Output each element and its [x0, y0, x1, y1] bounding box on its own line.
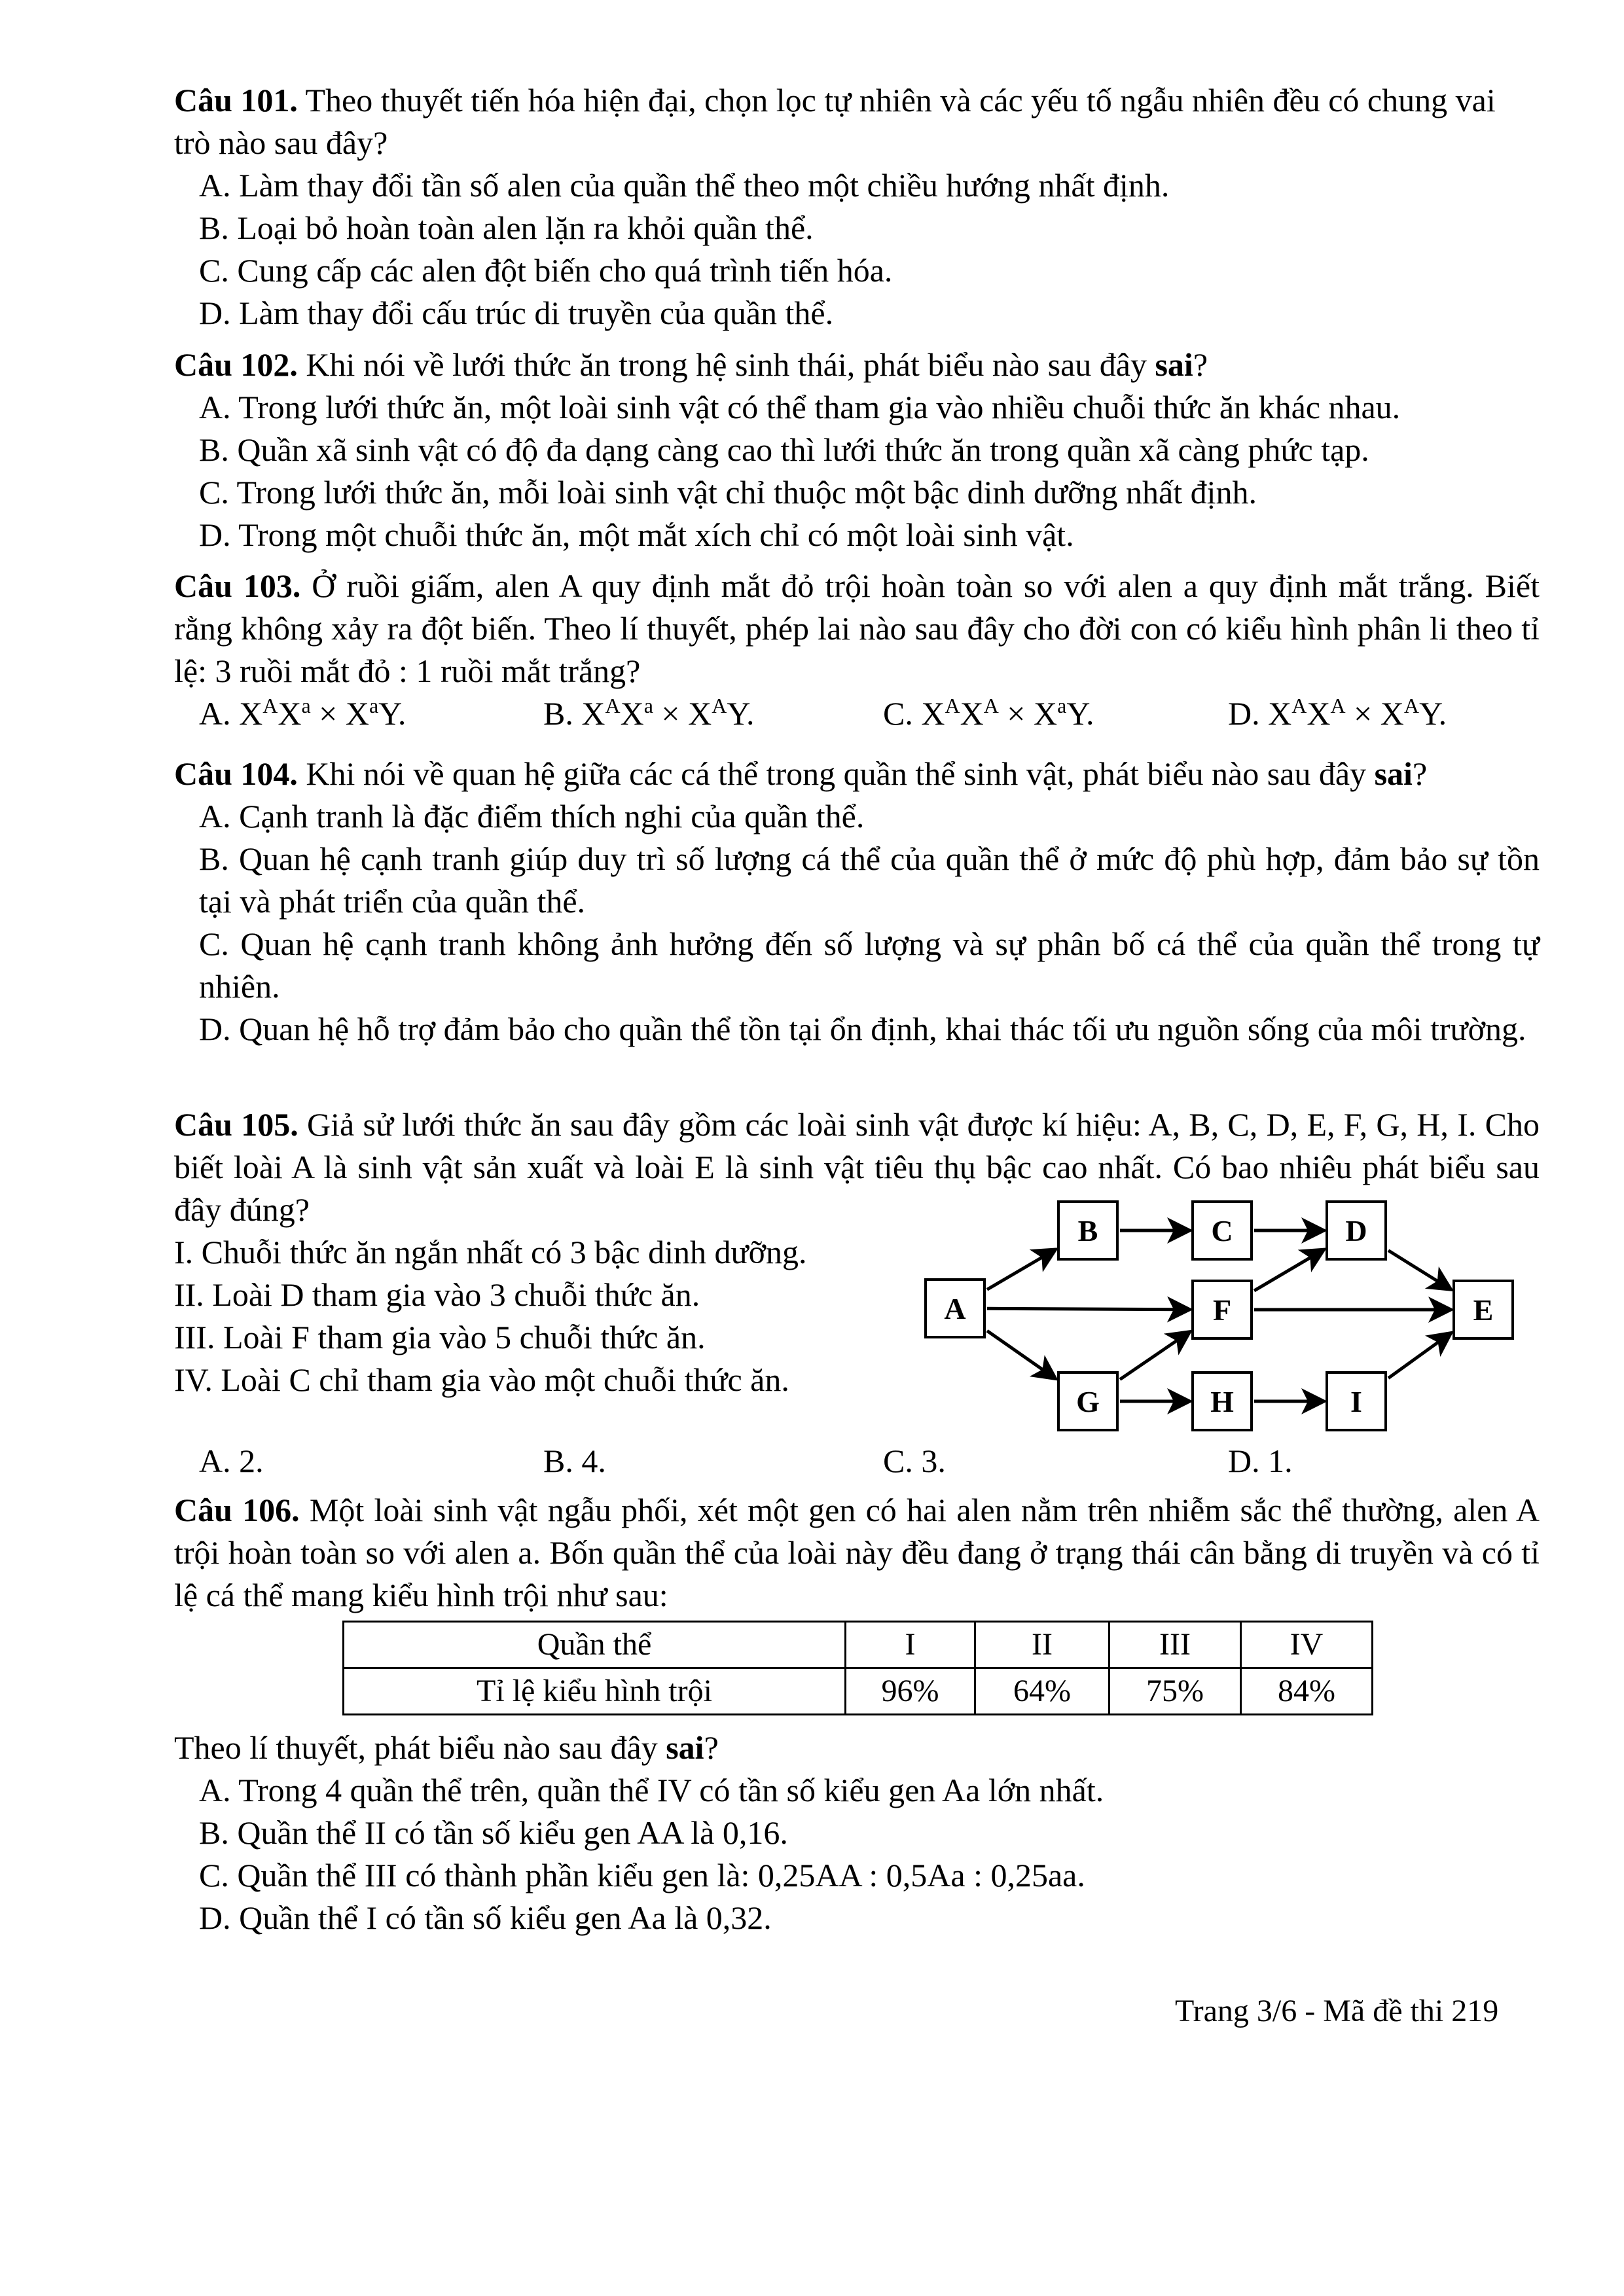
- chromosome: X: [1380, 695, 1404, 732]
- option-letter: A: [199, 695, 223, 732]
- question-number: Câu 106.: [174, 1492, 300, 1528]
- allele: A: [262, 694, 278, 717]
- arrow-a-to-f: [987, 1308, 1190, 1310]
- option-text: . Cạnh tranh là đặc điểm thích nghi của quần thể.: [223, 798, 865, 834]
- option-d: [174, 514, 1540, 556]
- chromosome: X: [581, 695, 605, 732]
- option-c: [174, 249, 1540, 292]
- question-101: [174, 79, 1540, 334]
- option-letter: C: [199, 474, 221, 511]
- option-dot: .: [565, 695, 582, 732]
- table-cell: 96%: [846, 1668, 975, 1715]
- option-text: . Quần thể III có thành phần kiểu gen là: 0,25AA : 0,5Aa : 0,25aa.: [221, 1857, 1085, 1893]
- arrow-d-to-e: [1388, 1251, 1451, 1290]
- node-f: [1193, 1281, 1252, 1338]
- node-c: [1193, 1202, 1252, 1259]
- option-text: . Trong 4 quần thể trên, quần thể IV có tần số kiểu gen Aa lớn nhất.: [223, 1772, 1104, 1808]
- chromosome-y: Y.: [1066, 695, 1094, 732]
- question-105-options: [174, 1440, 1540, 1482]
- node-h: [1193, 1372, 1252, 1430]
- cross-sign: ×: [653, 695, 689, 732]
- option-d: [1228, 692, 1447, 735]
- options-row: [174, 1440, 1540, 1482]
- node-i: [1327, 1372, 1386, 1430]
- chromosome-y: Y.: [378, 695, 406, 732]
- cross-sign: ×: [998, 695, 1034, 732]
- population-table: [342, 1621, 1373, 1715]
- node-label: H: [1210, 1385, 1234, 1418]
- chromosome: X: [278, 695, 302, 732]
- table-header-cell: III: [1110, 1622, 1241, 1668]
- option-letter: B: [199, 1814, 221, 1851]
- question-104: [174, 753, 1540, 1050]
- allele: A: [1291, 694, 1307, 717]
- chromosome: X: [1034, 695, 1058, 732]
- option-d: [174, 1008, 1540, 1050]
- option-text: . Quan hệ cạnh tranh không ảnh hưởng đến số lượng và sự phân bố cá thể của quần thể trong tự nhiên.: [199, 925, 1540, 1005]
- option-text: . 3.: [905, 1443, 946, 1479]
- chromosome: X: [1268, 695, 1292, 732]
- option-c: [883, 692, 1094, 735]
- allele: A: [983, 694, 999, 717]
- node-d: [1327, 1202, 1386, 1259]
- lead-end: ?: [704, 1729, 719, 1766]
- allele: a: [369, 694, 379, 717]
- stem-emphasis: sai: [1374, 755, 1413, 792]
- option-c: [174, 923, 1540, 1008]
- table-cell: 84%: [1241, 1668, 1373, 1715]
- question-102: [174, 344, 1540, 556]
- chromosome: X: [688, 695, 712, 732]
- question-stem: [174, 753, 1540, 795]
- table-header-cell: I: [846, 1622, 975, 1668]
- option-text: . Quần thể II có tần số kiểu gen AA là 0,16.: [221, 1814, 788, 1851]
- option-letter: A: [199, 167, 223, 204]
- chromosome-y: Y.: [1418, 695, 1447, 732]
- question-number: Câu 102.: [174, 346, 298, 383]
- allele: A: [1403, 694, 1419, 717]
- question-stem: [174, 79, 1540, 164]
- question-number: Câu 103.: [174, 567, 301, 604]
- statement-1: I. Chuỗi thức ăn ngắn nhất có 3 bậc dinh dưỡng.: [174, 1234, 807, 1270]
- stem-text: Khi nói về quan hệ giữa các cá thể trong quần thể sinh vật, phát biểu nào sau đây: [297, 755, 1375, 792]
- option-a: [174, 1769, 1540, 1812]
- option-b: [174, 207, 1540, 249]
- statement-3: III. Loài F tham gia vào 5 chuỗi thức ăn.: [174, 1319, 706, 1355]
- option-a: [174, 386, 1540, 429]
- allele: a: [301, 694, 311, 717]
- option-a: [174, 795, 1540, 838]
- option-letter: A: [199, 389, 223, 425]
- node-label: E: [1473, 1293, 1494, 1327]
- option-letter: C: [883, 1443, 905, 1479]
- option-text: . Quan hệ hỗ trợ đảm bảo cho quần thể tồn tại ổn định, khai thác tối ưu nguồn sống của môi trường.: [223, 1011, 1526, 1047]
- option-text: . Trong lưới thức ăn, một loài sinh vật có thể tham gia vào nhiều chuỗi thức ăn khác nhau.: [223, 389, 1401, 425]
- option-a: [199, 1440, 264, 1482]
- option-text: . Quần thể I có tần số kiểu gen Aa là 0,32.: [223, 1899, 772, 1936]
- option-text: . 4.: [565, 1443, 606, 1479]
- node-label: I: [1350, 1385, 1362, 1418]
- table-cell: 75%: [1110, 1668, 1241, 1715]
- node-b: [1058, 1202, 1117, 1259]
- node-e: [1454, 1281, 1513, 1338]
- option-a: [199, 692, 406, 735]
- statement-4: IV. Loài C chỉ tham gia vào một chuỗi thức ăn.: [174, 1361, 789, 1398]
- allele: a: [643, 694, 653, 717]
- question-lead: [174, 1727, 1540, 1769]
- option-letter: A: [199, 798, 223, 834]
- allele: A: [1330, 694, 1346, 717]
- question-103: [174, 565, 1540, 735]
- table-header-cell: IV: [1241, 1622, 1373, 1668]
- node-label: A: [944, 1292, 966, 1325]
- arrow-g-to-f: [1120, 1331, 1190, 1379]
- option-text: . Trong một chuỗi thức ăn, một mắt xích chỉ có một loài sinh vật.: [223, 516, 1074, 553]
- option-b: [543, 692, 754, 735]
- stem-end: ?: [1193, 346, 1208, 383]
- option-letter: C: [883, 695, 905, 732]
- stem-text: Một loài sinh vật ngẫu phối, xét một gen có hai alen nằm trên nhiễm sắc thể thường, alen A trội hoàn toàn so với alen a. Bốn quần thể của loài này đều đang ở trạng thái cân bằng di truyền và có tỉ lệ cá thể mang kiểu hình trội như sau:: [174, 1492, 1540, 1613]
- option-text: . 1.: [1252, 1443, 1293, 1479]
- allele: A: [712, 694, 727, 717]
- option-text: . Làm thay đổi cấu trúc di truyền của quần thể.: [223, 295, 834, 331]
- option-letter: D: [1228, 1443, 1252, 1479]
- stem-text: Giả sử lưới thức ăn sau đây gồm các loài sinh vật được kí hiệu: A, B, C, D, E, F, G, H, I. Cho biết loài A là sinh vật sản xuất và loài E là sinh vật tiêu thụ bậc cao nhất. Có bao nhiêu phát biểu sau đây đúng?: [174, 1106, 1540, 1228]
- chromosome: X: [239, 695, 263, 732]
- question-stem: [174, 344, 1540, 386]
- node-label: F: [1212, 1293, 1232, 1327]
- stem-end: ?: [1412, 755, 1428, 792]
- option-dot: .: [1252, 695, 1269, 732]
- question-number: Câu 105.: [174, 1106, 298, 1143]
- option-letter: D: [199, 295, 223, 331]
- option-d: [174, 1897, 1540, 1939]
- allele: A: [605, 694, 621, 717]
- stem-text: Khi nói về lưới thức ăn trong hệ sinh thái, phát biểu nào sau đây: [297, 346, 1155, 383]
- option-letter: B: [543, 695, 566, 732]
- question-number: Câu 101.: [174, 82, 298, 118]
- option-dot: .: [905, 695, 922, 732]
- lead-text: Theo lí thuyết, phát biểu nào sau đây: [174, 1729, 666, 1766]
- option-letter: B: [199, 209, 221, 246]
- option-text: . Quan hệ cạnh tranh giúp duy trì số lượng cá thể của quần thể ở mức độ phù hợp, đảm bảo sự tồn tại và phát triển của quần thể.: [199, 840, 1540, 920]
- option-b: [174, 1812, 1540, 1854]
- allele: A: [945, 694, 960, 717]
- allele: a: [1057, 694, 1067, 717]
- chromosome-y: Y.: [727, 695, 755, 732]
- option-text: . Loại bỏ hoàn toàn alen lặn ra khỏi quần thể.: [221, 209, 814, 246]
- option-letter: C: [199, 925, 221, 962]
- option-letter: D: [199, 1011, 223, 1047]
- node-label: G: [1076, 1385, 1100, 1418]
- option-letter: A: [199, 1772, 223, 1808]
- stem-text: Theo thuyết tiến hóa hiện đại, chọn lọc tự nhiên và các yếu tố ngẫu nhiên đều có chung vai trò nào sau đây?: [174, 82, 1496, 161]
- node-a: [926, 1280, 984, 1337]
- option-text: . Trong lưới thức ăn, mỗi loài sinh vật chỉ thuộc một bậc dinh dưỡng nhất định.: [221, 474, 1257, 511]
- arrow-a-to-b: [987, 1249, 1056, 1290]
- table-header-cell: Quần thể: [344, 1622, 846, 1668]
- arrow-i-to-e: [1388, 1333, 1451, 1378]
- chromosome: X: [960, 695, 984, 732]
- question-106: [174, 1489, 1540, 1617]
- chromosome: X: [921, 695, 945, 732]
- table-header-row: [344, 1622, 1373, 1668]
- option-letter: B: [199, 431, 221, 468]
- option-b: [174, 838, 1540, 923]
- node-g: [1058, 1372, 1117, 1430]
- table-header-cell: II: [975, 1622, 1110, 1668]
- option-dot: .: [223, 695, 240, 732]
- question-106-options: [174, 1727, 1540, 1939]
- option-a: [174, 164, 1540, 207]
- table-cell: Tỉ lệ kiểu hình trội: [344, 1668, 846, 1715]
- option-c: [174, 471, 1540, 514]
- option-text: . Làm thay đổi tần số alen của quần thể theo một chiều hướng nhất định.: [223, 167, 1170, 204]
- option-d: [174, 292, 1540, 334]
- arrow-f-to-d: [1254, 1249, 1324, 1291]
- question-stem: [174, 565, 1540, 692]
- option-text: . Quần xã sinh vật có độ đa dạng càng cao thì lưới thức ăn trong quần xã càng phức tạp.: [221, 431, 1369, 468]
- option-letter: D: [199, 1899, 223, 1936]
- stem-text: Ở ruồi giấm, alen A quy định mắt đỏ trội hoàn toàn so với alen a quy định mắt trắng. Biết rằng không xảy ra đột biến. Theo lí thuyết, phép lai nào sau đây cho đời con có kiểu hình phân li theo tỉ lệ: 3 ruồi mắt đỏ : 1 ruồi mắt trắng?: [174, 567, 1540, 689]
- table-row: [344, 1668, 1373, 1715]
- option-letter: D: [199, 516, 223, 553]
- chromosome: X: [345, 695, 369, 732]
- option-b: [174, 429, 1540, 471]
- lead-emphasis: sai: [666, 1729, 704, 1766]
- option-letter: C: [199, 252, 221, 289]
- option-text: . 2.: [223, 1443, 264, 1479]
- option-letter: B: [199, 840, 221, 877]
- option-text: . Cung cấp các alen đột biến cho quá trình tiến hóa.: [221, 252, 893, 289]
- option-d: [1228, 1440, 1293, 1482]
- option-letter: C: [199, 1857, 221, 1893]
- food-web-nodes: [926, 1202, 1513, 1430]
- option-letter: B: [543, 1443, 566, 1479]
- option-letter: A: [199, 1443, 223, 1479]
- node-label: C: [1211, 1214, 1233, 1247]
- chromosome: X: [1307, 695, 1331, 732]
- question-stem: [174, 1489, 1540, 1617]
- cross-sign: ×: [1345, 695, 1380, 732]
- table-cell: 64%: [975, 1668, 1110, 1715]
- option-letter: D: [1228, 695, 1252, 732]
- arrow-a-to-g: [987, 1331, 1056, 1378]
- option-c: [174, 1854, 1540, 1897]
- node-label: D: [1345, 1214, 1367, 1247]
- option-c: [883, 1440, 946, 1482]
- options-row: [174, 692, 1540, 735]
- statement-2: II. Loài D tham gia vào 3 chuỗi thức ăn.: [174, 1276, 700, 1313]
- chromosome: X: [620, 695, 644, 732]
- node-label: B: [1077, 1214, 1098, 1247]
- page-footer: Trang 3/6 - Mã đề thi 219: [1175, 1994, 1499, 2028]
- food-web-diagram: [916, 1191, 1532, 1440]
- cross-sign: ×: [310, 695, 346, 732]
- option-b: [543, 1440, 606, 1482]
- question-number: Câu 104.: [174, 755, 298, 792]
- stem-emphasis: sai: [1155, 346, 1193, 383]
